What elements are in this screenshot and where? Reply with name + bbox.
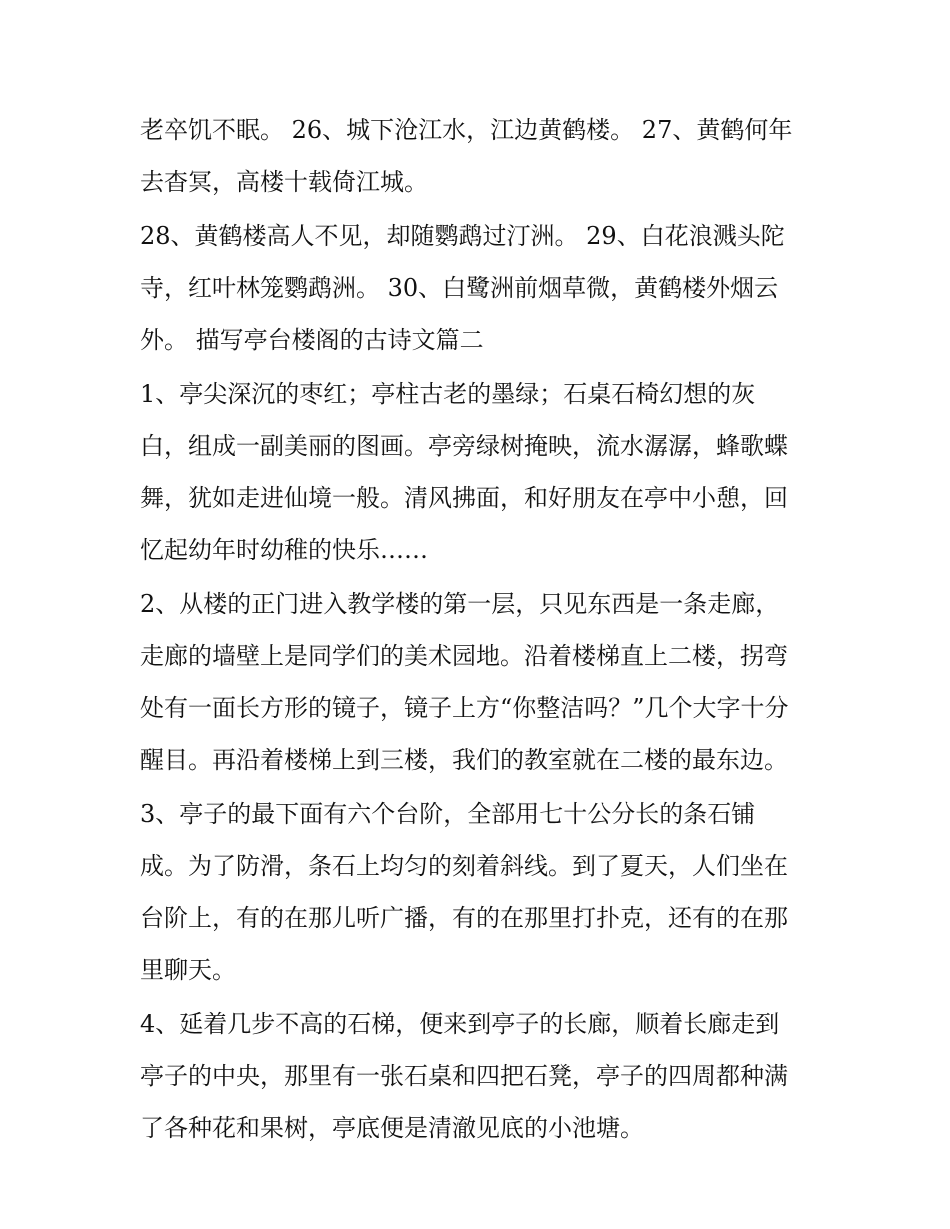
- text-line: 舞，犹如走进仙境一般。清风拂面，和好朋友在亭中小憩，回: [140, 484, 788, 512]
- text-line: 忆起幼年时幼稚的快乐……: [140, 536, 428, 564]
- paragraph-item-4: [140, 998, 820, 1154]
- paragraph-poems-28-30: [140, 210, 820, 366]
- paragraph-item-2: [140, 578, 820, 786]
- text-line: 里聊天。: [140, 956, 236, 984]
- text-line: 亭子的中央，那里有一张石桌和四把石凳，亭子的四周都种满: [140, 1062, 788, 1090]
- paragraph-poems-26-27: [140, 104, 820, 208]
- text-line: 了各种花和果树，亭底便是清澈见底的小池塘。: [140, 1114, 644, 1142]
- text-line: 醒目。再沿着楼梯上到三楼，我们的教室就在二楼的最东边。: [140, 746, 788, 774]
- document-body: [140, 104, 820, 1156]
- paragraph-item-1: [140, 368, 820, 576]
- text-line: 台阶上，有的在那儿听广播，有的在那里打扑克，还有的在那: [140, 904, 788, 932]
- text-line: 白，组成一副美丽的图画。亭旁绿树掩映，流水潺潺，蜂歌蝶: [140, 432, 788, 460]
- text-line: 3、亭子的最下面有六个台阶，全部用七十公分长的条石铺: [140, 800, 756, 828]
- text-line: 成。为了防滑，条石上均匀的刻着斜线。到了夏天，人们坐在: [140, 852, 788, 880]
- text-line: 老卒饥不眠。 26、城下沧江水，江边黄鹤楼。 27、黄鹤何年: [140, 116, 793, 144]
- text-line: 处有一面长方形的镜子，镜子上方“你整洁吗？”几个大字十分: [140, 694, 789, 722]
- paragraph-item-3: [140, 788, 820, 996]
- text-line: 1、亭尖深沉的枣红；亭柱古老的墨绿；石桌石椅幻想的灰: [140, 380, 756, 408]
- text-line: 外。 描写亭台楼阁的古诗文篇二: [140, 326, 484, 354]
- text-line: 2、从楼的正门进入教学楼的第一层，只见东西是一条走廊，: [140, 590, 780, 618]
- text-line: 寺，红叶林笼鹦鹉洲。 30、白鹭洲前烟草微，黄鹤楼外烟云: [140, 274, 779, 302]
- text-line: 4、延着几步不高的石梯，便来到亭子的长廊，顺着长廊走到: [140, 1010, 780, 1038]
- text-line: 28、黄鹤楼高人不见，却随鹦鹉过汀洲。 29、白花浪溅头陀: [140, 222, 785, 250]
- text-line: 去杳冥，高楼十载倚江城。: [140, 168, 428, 196]
- text-line: 走廊的墙壁上是同学们的美术园地。沿着楼梯直上二楼，拐弯: [140, 642, 788, 670]
